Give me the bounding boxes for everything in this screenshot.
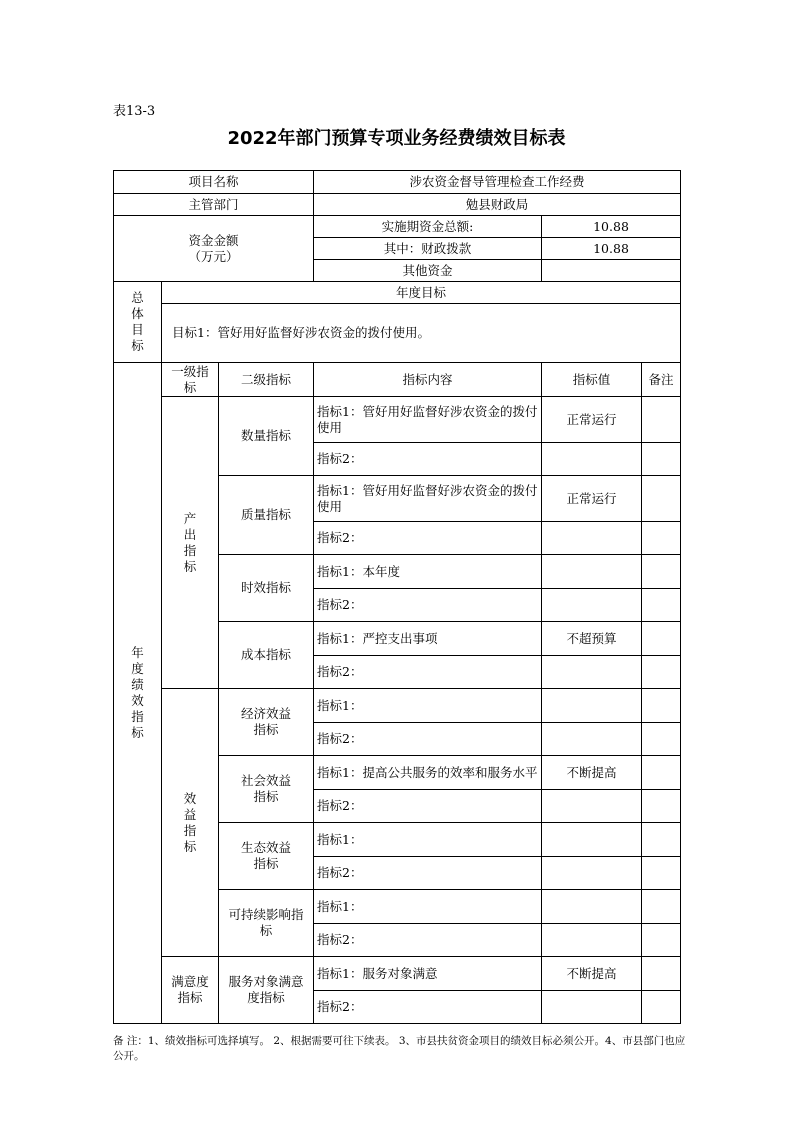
social-benefit-label: 社会效益指标: [219, 756, 314, 823]
ecological-indicator-2: 指标2：: [314, 857, 542, 890]
remark-cell: [642, 991, 681, 1024]
value-cell: [542, 555, 642, 589]
timeliness-indicator-label: 时效指标: [219, 555, 314, 622]
header-level2: 二级指标: [219, 363, 314, 397]
value-cell: [542, 890, 642, 924]
quantity-indicator-label: 数量指标: [219, 397, 314, 476]
remark-cell: [642, 656, 681, 689]
cost-indicator-label: 成本指标: [219, 622, 314, 689]
fund-label-line1: 资金金额: [188, 232, 239, 248]
value-cell: [542, 924, 642, 957]
annual-goal-label: 年度目标: [162, 282, 681, 304]
quality-indicator-1-value: 正常运行: [542, 476, 642, 522]
overall-goal-label: 总体目标: [114, 282, 162, 363]
cost-indicator-1-value: 不超预算: [542, 622, 642, 656]
footnote: 备 注：1、绩效指标可选择填写。 2、根据需要可往下续表。 3、市县扶贫资金项目的绩效目标必须公开。4、市县部门也应公开。: [113, 1035, 686, 1062]
quantity-indicator-1-value: 正常运行: [542, 397, 642, 443]
remark-cell: [642, 790, 681, 823]
benefit-indicator-label: 效益指标: [162, 689, 219, 957]
social-indicator-1: 指标1：提高公共服务的效率和服务水平: [314, 756, 542, 790]
cost-indicator-2: 指标2：: [314, 656, 542, 689]
service-indicator-1-value: 不断提高: [542, 957, 642, 991]
fund-label-line2: （万元）: [188, 248, 239, 264]
service-indicator-1: 指标1：服务对象满意: [314, 957, 542, 991]
social-indicator-1-value: 不断提高: [542, 756, 642, 790]
dept-label: 主管部门: [114, 194, 314, 216]
fiscal-fund-label: 其中：财政拨款: [314, 238, 542, 260]
value-cell: [542, 790, 642, 823]
remark-cell: [642, 689, 681, 723]
cost-indicator-1: 指标1：严控支出事项: [314, 622, 542, 656]
quality-indicator-label: 质量指标: [219, 476, 314, 555]
quantity-indicator-1: 指标1：管好用好监督好涉农资金的拨付使用: [314, 397, 542, 443]
remark-cell: [642, 957, 681, 991]
quantity-indicator-2: 指标2：: [314, 443, 542, 476]
remark-cell: [642, 857, 681, 890]
value-cell: [542, 723, 642, 756]
value-cell: [542, 522, 642, 555]
other-fund-label: 其他资金: [314, 260, 542, 282]
page-title: 2022年部门预算专项业务经费绩效目标表: [227, 128, 566, 149]
remark-cell: [642, 443, 681, 476]
economic-indicator-2: 指标2：: [314, 723, 542, 756]
remark-cell: [642, 555, 681, 589]
sustainable-indicator-2: 指标2：: [314, 924, 542, 957]
value-cell: [542, 689, 642, 723]
remark-cell: [642, 522, 681, 555]
value-cell: [542, 823, 642, 857]
social-indicator-2: 指标2：: [314, 790, 542, 823]
dept-value: 勉县财政局: [314, 194, 681, 216]
fiscal-fund-value: 10.88: [542, 238, 681, 260]
fund-amount-label: [114, 216, 314, 282]
table-number: 表13-3: [113, 104, 156, 119]
timeliness-indicator-2: 指标2：: [314, 589, 542, 622]
service-indicator-2: 指标2：: [314, 991, 542, 1024]
value-cell: [542, 656, 642, 689]
remark-cell: [642, 924, 681, 957]
output-indicator-label: 产出指标: [162, 397, 219, 689]
remark-cell: [642, 476, 681, 522]
ecological-indicator-1: 指标1：: [314, 823, 542, 857]
remark-cell: [642, 589, 681, 622]
remark-cell: [642, 622, 681, 656]
sustainable-indicator-1: 指标1：: [314, 890, 542, 924]
remark-cell: [642, 890, 681, 924]
economic-indicator-1: 指标1：: [314, 689, 542, 723]
header-value: 指标值: [542, 363, 642, 397]
remark-cell: [642, 756, 681, 790]
header-level1: 一级指标: [162, 363, 219, 397]
remark-cell: [642, 723, 681, 756]
remark-cell: [642, 823, 681, 857]
sustainable-impact-label: 可持续影响指标: [219, 890, 314, 957]
total-fund-label: 实施期资金总额:: [314, 216, 542, 238]
value-cell: [542, 857, 642, 890]
satisfaction-indicator-label: 满意度指标: [162, 957, 219, 1024]
total-fund-value: 10.88: [542, 216, 681, 238]
value-cell: [542, 443, 642, 476]
quality-indicator-2: 指标2：: [314, 522, 542, 555]
project-name-label: 项目名称: [114, 171, 314, 194]
value-cell: [542, 991, 642, 1024]
value-cell: [542, 589, 642, 622]
annual-goal-text: 目标1：管好用好监督好涉农资金的拨付使用。: [162, 304, 681, 363]
performance-table: [113, 170, 681, 1024]
header-content: 指标内容: [314, 363, 542, 397]
project-name-value: 涉农资金督导管理检查工作经费: [314, 171, 681, 194]
timeliness-indicator-1: 指标1：本年度: [314, 555, 542, 589]
quality-indicator-1: 指标1：管好用好监督好涉农资金的拨付使用: [314, 476, 542, 522]
other-fund-value: [542, 260, 681, 282]
economic-benefit-label: 经济效益指标: [219, 689, 314, 756]
header-remark: 备注: [642, 363, 681, 397]
annual-performance-label: 年度绩效指标: [114, 363, 162, 1024]
ecological-benefit-label: 生态效益指标: [219, 823, 314, 890]
service-satisfaction-label: 服务对象满意度指标: [219, 957, 314, 1024]
remark-cell: [642, 397, 681, 443]
